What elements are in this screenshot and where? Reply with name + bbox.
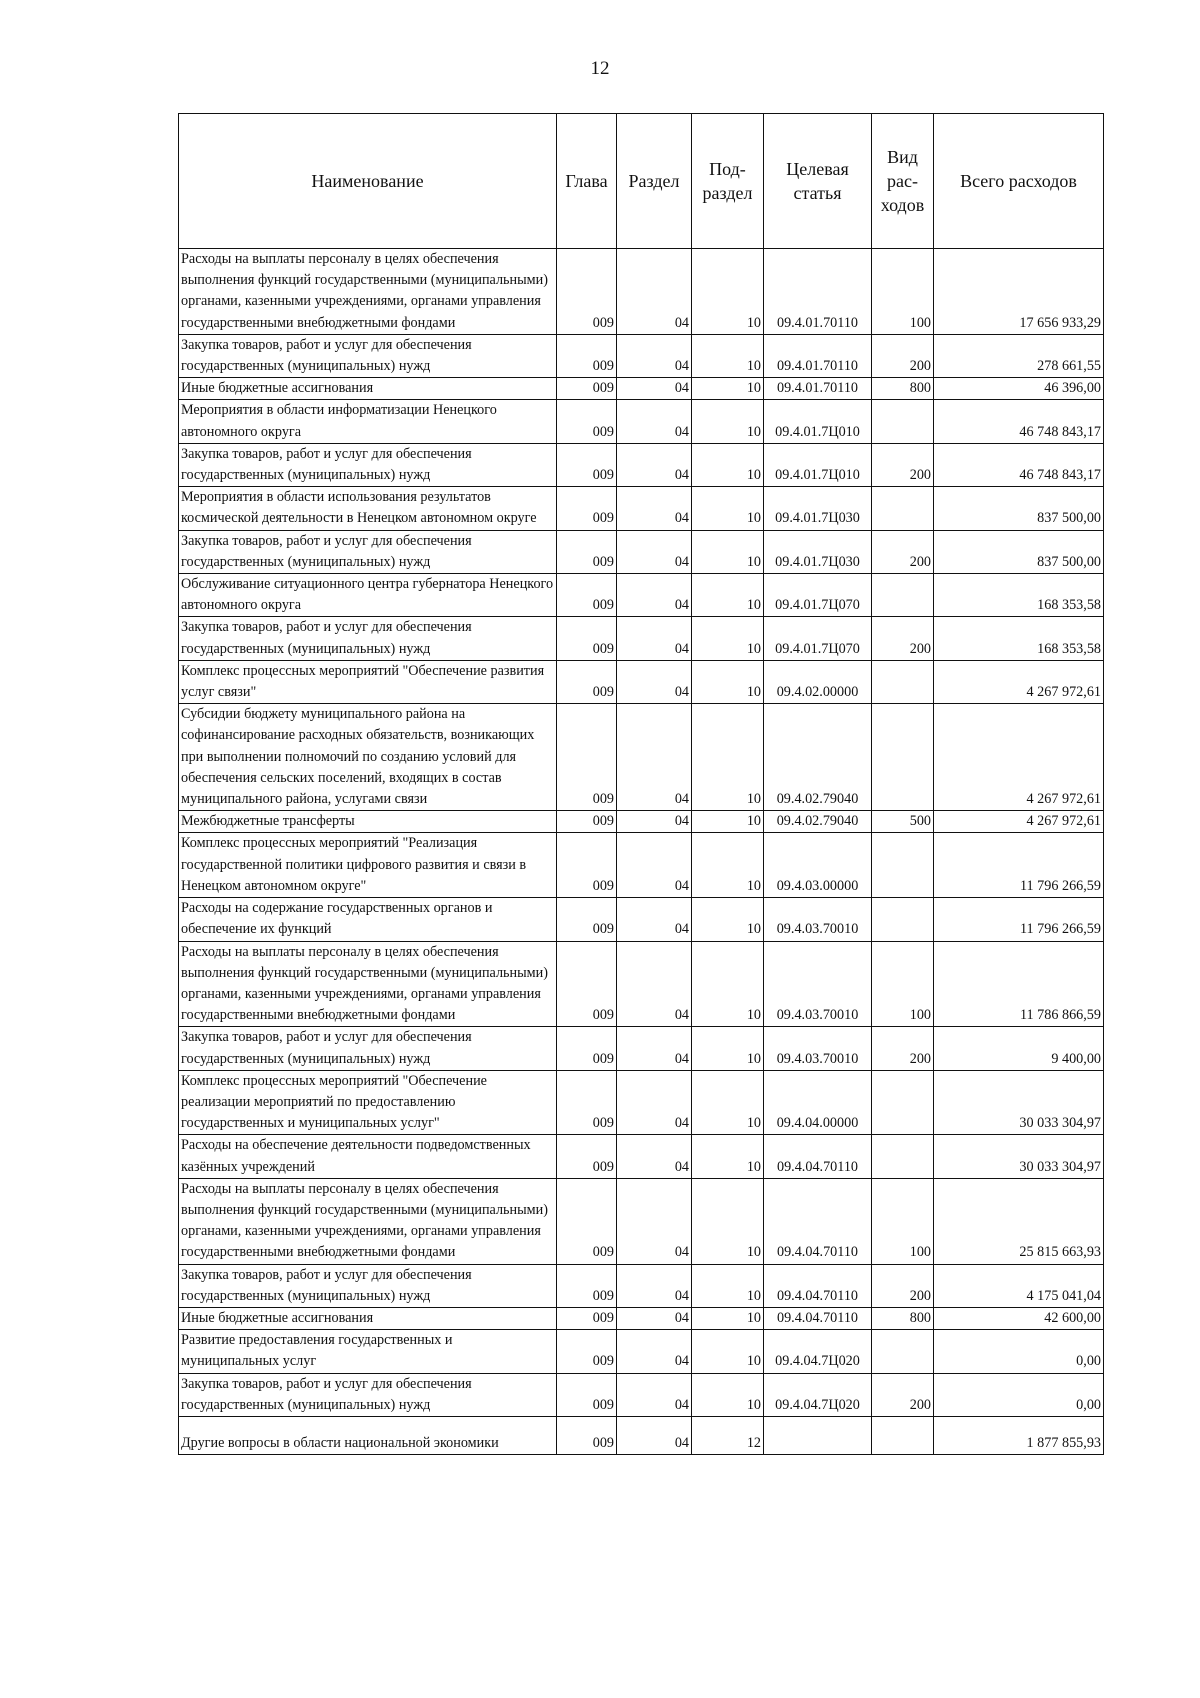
- cell-expense-type: [872, 1416, 934, 1454]
- cell-podrazdel: 10: [692, 941, 764, 1027]
- cell-name: Комплекс процессных мероприятий "Обеспечение развития услуг связи": [179, 660, 557, 703]
- cell-razdel: 04: [617, 617, 692, 660]
- table-row: [179, 400, 1104, 443]
- table-row: [179, 704, 1104, 811]
- cell-name: Субсидии бюджету муниципального района на софинансирование расходных обязательств, возникающих при выполнении полномочий по созданию условий для обеспечения сельских поселений, входящих в состав муниципального района, услугами связи: [179, 704, 557, 811]
- table-row: [179, 574, 1104, 617]
- cell-name: Комплекс процессных мероприятий "Реализация государственной политики цифрового развития и связи в Ненецком автономном округе": [179, 833, 557, 898]
- table-row: [179, 1416, 1104, 1454]
- cell-razdel: 04: [617, 1416, 692, 1454]
- cell-podrazdel: 10: [692, 1027, 764, 1070]
- cell-podrazdel: 10: [692, 574, 764, 617]
- cell-glava: 009: [557, 617, 617, 660]
- cell-razdel: 04: [617, 833, 692, 898]
- cell-target-article: 09.4.01.7Ц010: [764, 443, 872, 486]
- cell-podrazdel: 10: [692, 249, 764, 335]
- table-row: [179, 443, 1104, 486]
- cell-expense-type: 100: [872, 249, 934, 335]
- cell-podrazdel: 10: [692, 378, 764, 400]
- cell-podrazdel: 10: [692, 704, 764, 811]
- cell-name: Закупка товаров, работ и услуг для обеспечения государственных (муниципальных) нужд: [179, 1373, 557, 1416]
- cell-podrazdel: 10: [692, 443, 764, 486]
- cell-razdel: 04: [617, 378, 692, 400]
- cell-target-article: [764, 1416, 872, 1454]
- cell-target-article: 09.4.03.00000: [764, 833, 872, 898]
- table-row: [179, 378, 1104, 400]
- cell-expense-type: [872, 574, 934, 617]
- cell-name: Расходы на обеспечение деятельности подведомственных казённых учреждений: [179, 1135, 557, 1178]
- cell-expense-type: 100: [872, 1178, 934, 1264]
- cell-target-article: 09.4.04.70110: [764, 1307, 872, 1329]
- cell-razdel: 04: [617, 443, 692, 486]
- cell-glava: 009: [557, 400, 617, 443]
- table-row: [179, 1373, 1104, 1416]
- table-row: [179, 833, 1104, 898]
- cell-razdel: 04: [617, 334, 692, 377]
- cell-glava: 009: [557, 1027, 617, 1070]
- table-row: [179, 1178, 1104, 1264]
- cell-total: 9 400,00: [934, 1027, 1104, 1070]
- cell-razdel: 04: [617, 1070, 692, 1135]
- cell-podrazdel: 10: [692, 898, 764, 941]
- cell-expense-type: 200: [872, 334, 934, 377]
- cell-glava: 009: [557, 811, 617, 833]
- table-row: [179, 1135, 1104, 1178]
- cell-name: Закупка товаров, работ и услуг для обеспечения государственных (муниципальных) нужд: [179, 1027, 557, 1070]
- cell-expense-type: [872, 833, 934, 898]
- cell-name: Расходы на выплаты персоналу в целях обеспечения выполнения функций государственными (муниципальными) органами, казенными учреждениями, органами управления государственными внебюджетными фондами: [179, 249, 557, 335]
- cell-glava: 009: [557, 574, 617, 617]
- cell-total: 46 396,00: [934, 378, 1104, 400]
- cell-podrazdel: 10: [692, 1373, 764, 1416]
- cell-glava: 009: [557, 1330, 617, 1373]
- table-body: [179, 249, 1104, 1455]
- cell-total: 4 175 041,04: [934, 1264, 1104, 1307]
- cell-podrazdel: 10: [692, 1178, 764, 1264]
- cell-podrazdel: 10: [692, 811, 764, 833]
- cell-target-article: 09.4.01.70110: [764, 378, 872, 400]
- cell-glava: 009: [557, 833, 617, 898]
- cell-razdel: 04: [617, 487, 692, 530]
- cell-name: Закупка товаров, работ и услуг для обеспечения государственных (муниципальных) нужд: [179, 530, 557, 573]
- table-row: [179, 334, 1104, 377]
- cell-glava: 009: [557, 1135, 617, 1178]
- cell-name: Мероприятия в области информатизации Ненецкого автономного округа: [179, 400, 557, 443]
- cell-total: 168 353,58: [934, 574, 1104, 617]
- cell-target-article: 09.4.01.7Ц070: [764, 574, 872, 617]
- cell-glava: 009: [557, 704, 617, 811]
- cell-total: 0,00: [934, 1373, 1104, 1416]
- cell-expense-type: 200: [872, 443, 934, 486]
- cell-name: Мероприятия в области использования результатов космической деятельности в Ненецком автономном округе: [179, 487, 557, 530]
- cell-expense-type: 200: [872, 530, 934, 573]
- cell-glava: 009: [557, 334, 617, 377]
- cell-podrazdel: 10: [692, 1070, 764, 1135]
- cell-target-article: 09.4.04.70110: [764, 1264, 872, 1307]
- cell-razdel: 04: [617, 1330, 692, 1373]
- cell-name: Расходы на содержание государственных органов и обеспечение их функций: [179, 898, 557, 941]
- cell-expense-type: [872, 1070, 934, 1135]
- cell-podrazdel: 10: [692, 833, 764, 898]
- cell-target-article: 09.4.03.70010: [764, 941, 872, 1027]
- cell-target-article: 09.4.04.00000: [764, 1070, 872, 1135]
- cell-podrazdel: 10: [692, 487, 764, 530]
- cell-razdel: 04: [617, 898, 692, 941]
- cell-name: Другие вопросы в области национальной экономики: [179, 1416, 557, 1454]
- cell-razdel: 04: [617, 660, 692, 703]
- cell-name: Иные бюджетные ассигнования: [179, 378, 557, 400]
- table-row: [179, 1070, 1104, 1135]
- cell-glava: 009: [557, 487, 617, 530]
- cell-name: Обслуживание ситуационного центра губернатора Ненецкого автономного округа: [179, 574, 557, 617]
- cell-glava: 009: [557, 1178, 617, 1264]
- cell-podrazdel: 12: [692, 1416, 764, 1454]
- cell-expense-type: 800: [872, 378, 934, 400]
- cell-razdel: 04: [617, 400, 692, 443]
- cell-target-article: 09.4.02.00000: [764, 660, 872, 703]
- cell-podrazdel: 10: [692, 1307, 764, 1329]
- cell-total: 25 815 663,93: [934, 1178, 1104, 1264]
- table-row: [179, 941, 1104, 1027]
- cell-razdel: 04: [617, 574, 692, 617]
- cell-razdel: 04: [617, 249, 692, 335]
- cell-glava: 009: [557, 1264, 617, 1307]
- cell-expense-type: 200: [872, 617, 934, 660]
- cell-target-article: 09.4.04.70110: [764, 1135, 872, 1178]
- cell-expense-type: [872, 660, 934, 703]
- cell-razdel: 04: [617, 1264, 692, 1307]
- header-podrazdel: Под-раздел: [692, 114, 764, 249]
- cell-expense-type: 200: [872, 1264, 934, 1307]
- cell-glava: 009: [557, 443, 617, 486]
- cell-total: 168 353,58: [934, 617, 1104, 660]
- cell-expense-type: [872, 898, 934, 941]
- cell-name: Закупка товаров, работ и услуг для обеспечения государственных (муниципальных) нужд: [179, 334, 557, 377]
- cell-razdel: 04: [617, 704, 692, 811]
- cell-total: 4 267 972,61: [934, 811, 1104, 833]
- cell-total: 278 661,55: [934, 334, 1104, 377]
- cell-glava: 009: [557, 378, 617, 400]
- cell-target-article: 09.4.02.79040: [764, 811, 872, 833]
- cell-target-article: 09.4.01.7Ц030: [764, 487, 872, 530]
- header-target-article: Целевая статья: [764, 114, 872, 249]
- page-number: 12: [590, 58, 610, 79]
- cell-expense-type: [872, 704, 934, 811]
- cell-name: Расходы на выплаты персоналу в целях обеспечения выполнения функций государственными (муниципальными) органами, казенными учреждениями, органами управления государственными внебюджетными фондами: [179, 1178, 557, 1264]
- cell-razdel: 04: [617, 1373, 692, 1416]
- cell-target-article: 09.4.01.70110: [764, 249, 872, 335]
- cell-podrazdel: 10: [692, 660, 764, 703]
- cell-name: Иные бюджетные ассигнования: [179, 1307, 557, 1329]
- cell-target-article: 09.4.01.7Ц030: [764, 530, 872, 573]
- cell-expense-type: [872, 487, 934, 530]
- cell-total: 11 786 866,59: [934, 941, 1104, 1027]
- table-row: [179, 487, 1104, 530]
- table-row: [179, 617, 1104, 660]
- cell-razdel: 04: [617, 530, 692, 573]
- cell-glava: 009: [557, 1307, 617, 1329]
- cell-podrazdel: 10: [692, 1330, 764, 1373]
- cell-expense-type: [872, 1330, 934, 1373]
- cell-name: Закупка товаров, работ и услуг для обеспечения государственных (муниципальных) нужд: [179, 443, 557, 486]
- cell-glava: 009: [557, 941, 617, 1027]
- cell-target-article: 09.4.01.70110: [764, 334, 872, 377]
- table-row: [179, 249, 1104, 335]
- cell-total: 837 500,00: [934, 530, 1104, 573]
- cell-total: 42 600,00: [934, 1307, 1104, 1329]
- cell-name: Комплекс процессных мероприятий "Обеспечение реализации мероприятий по предоставлению государственных и муниципальных услуг": [179, 1070, 557, 1135]
- cell-target-article: 09.4.04.7Ц020: [764, 1330, 872, 1373]
- cell-glava: 009: [557, 1070, 617, 1135]
- cell-total: 0,00: [934, 1330, 1104, 1373]
- cell-total: 837 500,00: [934, 487, 1104, 530]
- cell-total: 17 656 933,29: [934, 249, 1104, 335]
- cell-expense-type: [872, 1135, 934, 1178]
- cell-podrazdel: 10: [692, 334, 764, 377]
- header-glava: Глава: [557, 114, 617, 249]
- cell-glava: 009: [557, 1373, 617, 1416]
- table-row: [179, 811, 1104, 833]
- cell-target-article: 09.4.01.7Ц070: [764, 617, 872, 660]
- cell-total: 30 033 304,97: [934, 1135, 1104, 1178]
- cell-expense-type: 200: [872, 1027, 934, 1070]
- cell-glava: 009: [557, 660, 617, 703]
- cell-expense-type: 200: [872, 1373, 934, 1416]
- cell-total: 30 033 304,97: [934, 1070, 1104, 1135]
- cell-expense-type: 800: [872, 1307, 934, 1329]
- cell-total: 4 267 972,61: [934, 660, 1104, 703]
- table-row: [179, 898, 1104, 941]
- table-header-row: [179, 114, 1104, 249]
- cell-total: 11 796 266,59: [934, 898, 1104, 941]
- cell-glava: 009: [557, 1416, 617, 1454]
- budget-table: [178, 113, 1104, 1455]
- cell-razdel: 04: [617, 811, 692, 833]
- table-row: [179, 1264, 1104, 1307]
- cell-podrazdel: 10: [692, 1135, 764, 1178]
- cell-razdel: 04: [617, 1307, 692, 1329]
- table-row: [179, 1307, 1104, 1329]
- cell-total: 11 796 266,59: [934, 833, 1104, 898]
- table-row: [179, 1330, 1104, 1373]
- header-total: Всего расходов: [934, 114, 1104, 249]
- cell-razdel: 04: [617, 1178, 692, 1264]
- cell-target-article: 09.4.03.70010: [764, 1027, 872, 1070]
- cell-podrazdel: 10: [692, 1264, 764, 1307]
- cell-target-article: 09.4.02.79040: [764, 704, 872, 811]
- cell-total: 4 267 972,61: [934, 704, 1104, 811]
- header-expense-type: Вид рас-ходов: [872, 114, 934, 249]
- cell-total: 46 748 843,17: [934, 400, 1104, 443]
- table-row: [179, 530, 1104, 573]
- cell-glava: 009: [557, 249, 617, 335]
- cell-target-article: 09.4.04.7Ц020: [764, 1373, 872, 1416]
- cell-name: Расходы на выплаты персоналу в целях обеспечения выполнения функций государственными (муниципальными) органами, казенными учреждениями, органами управления государственными внебюджетными фондами: [179, 941, 557, 1027]
- cell-name: Закупка товаров, работ и услуг для обеспечения государственных (муниципальных) нужд: [179, 1264, 557, 1307]
- cell-target-article: 09.4.01.7Ц010: [764, 400, 872, 443]
- cell-expense-type: [872, 400, 934, 443]
- cell-expense-type: 100: [872, 941, 934, 1027]
- cell-podrazdel: 10: [692, 617, 764, 660]
- cell-target-article: 09.4.03.70010: [764, 898, 872, 941]
- cell-razdel: 04: [617, 941, 692, 1027]
- cell-podrazdel: 10: [692, 530, 764, 573]
- cell-razdel: 04: [617, 1027, 692, 1070]
- cell-total: 46 748 843,17: [934, 443, 1104, 486]
- cell-name: Межбюджетные трансферты: [179, 811, 557, 833]
- cell-name: Развитие предоставления государственных и муниципальных услуг: [179, 1330, 557, 1373]
- cell-glava: 009: [557, 530, 617, 573]
- table-row: [179, 1027, 1104, 1070]
- table-row: [179, 660, 1104, 703]
- cell-expense-type: 500: [872, 811, 934, 833]
- header-razdel: Раздел: [617, 114, 692, 249]
- cell-razdel: 04: [617, 1135, 692, 1178]
- header-name: Наименование: [179, 114, 557, 249]
- cell-podrazdel: 10: [692, 400, 764, 443]
- cell-total: 1 877 855,93: [934, 1416, 1104, 1454]
- cell-glava: 009: [557, 898, 617, 941]
- cell-name: Закупка товаров, работ и услуг для обеспечения государственных (муниципальных) нужд: [179, 617, 557, 660]
- cell-target-article: 09.4.04.70110: [764, 1178, 872, 1264]
